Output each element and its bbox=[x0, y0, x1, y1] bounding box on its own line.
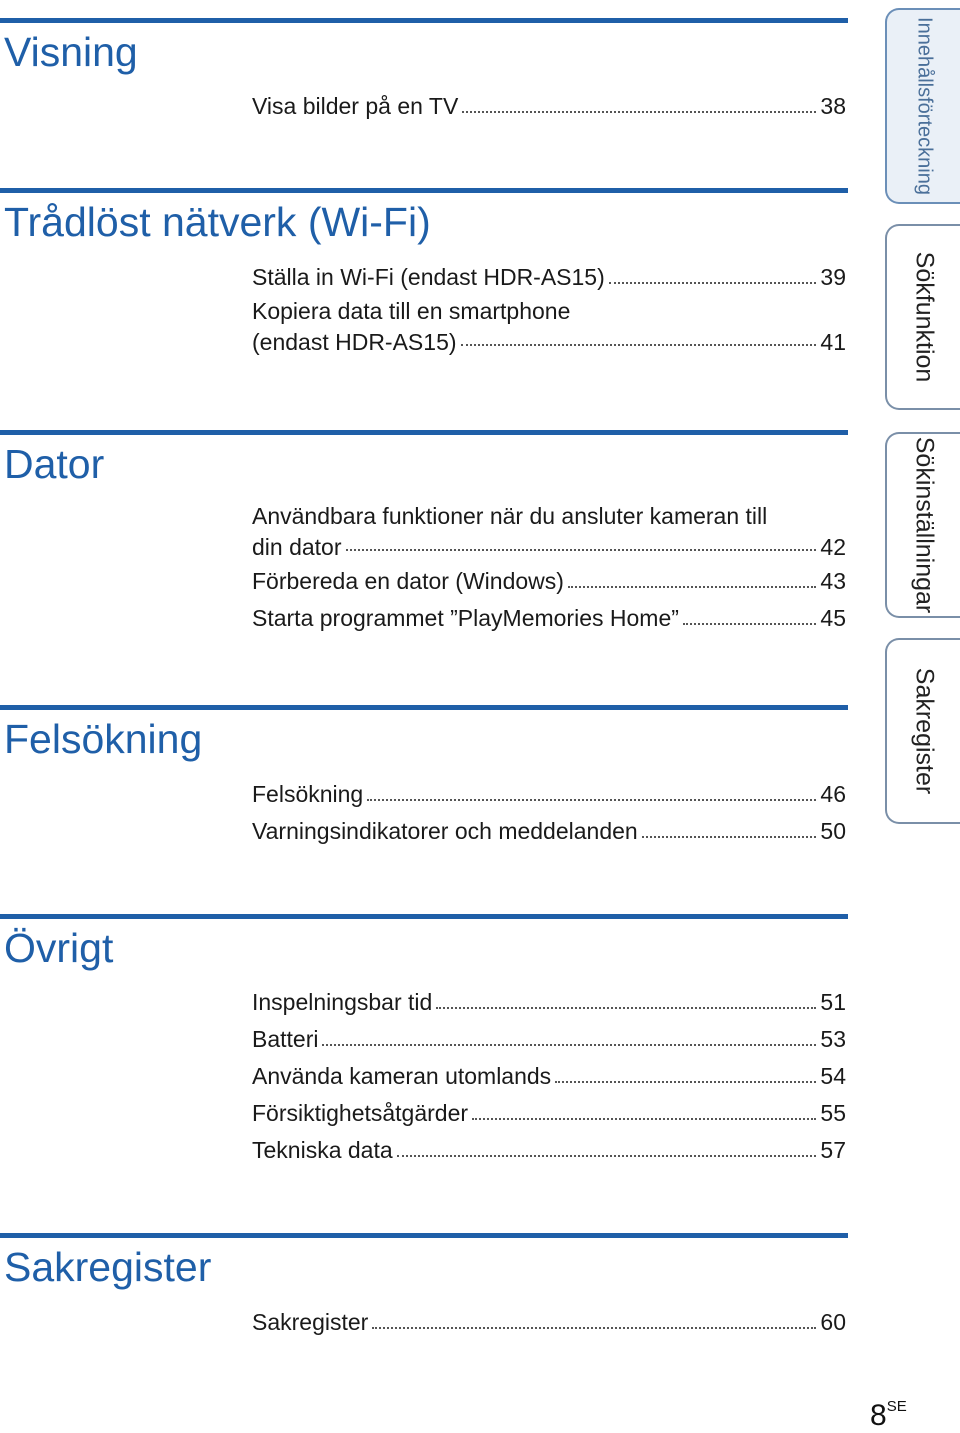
tab-sokinstallningar[interactable]: Sökinställningar bbox=[885, 432, 960, 618]
section-rule bbox=[0, 914, 848, 919]
toc-entry[interactable]: Kopiera data till en smartphone (endast HDR-AS15) 41 bbox=[252, 298, 846, 355]
toc-entry[interactable]: Tekniska data 57 bbox=[252, 1137, 846, 1163]
toc-entry[interactable]: Varningsindikatorer och meddelanden 50 bbox=[252, 818, 846, 844]
toc-entry[interactable]: Användbara funktioner när du ansluter kameran till din dator 42 bbox=[252, 503, 846, 560]
section-heading: Dator bbox=[4, 441, 105, 487]
section-rule bbox=[0, 188, 848, 193]
toc-entry[interactable]: Använda kameran utomlands 54 bbox=[252, 1063, 846, 1089]
toc-entry[interactable]: Felsökning 46 bbox=[252, 781, 846, 807]
toc-entry[interactable]: Ställa in Wi-Fi (endast HDR-AS15) 39 bbox=[252, 264, 846, 290]
toc-entry[interactable]: Förbereda en dator (Windows) 43 bbox=[252, 568, 846, 594]
section-heading: Trådlöst nätverk (Wi-Fi) bbox=[4, 199, 431, 245]
toc-entry[interactable]: Batteri 53 bbox=[252, 1026, 846, 1052]
toc-entry[interactable]: Visa bilder på en TV 38 bbox=[252, 93, 846, 119]
tab-innehallsforteckning[interactable]: Innehållsförteckning bbox=[885, 8, 960, 204]
section-rule bbox=[0, 1233, 848, 1238]
section-rule bbox=[0, 18, 848, 23]
tab-sakregister[interactable]: Sakregister bbox=[885, 638, 960, 824]
toc-entry[interactable]: Försiktighetsåtgärder 55 bbox=[252, 1100, 846, 1126]
page-number: $8^{SE}$ bbox=[870, 1398, 907, 1432]
toc-entry[interactable]: Sakregister 60 bbox=[252, 1309, 846, 1335]
section-rule bbox=[0, 430, 848, 435]
section-heading: Felsökning bbox=[4, 716, 203, 762]
toc-entry[interactable]: Starta programmet ”PlayMemories Home” 45 bbox=[252, 605, 846, 631]
toc-entry[interactable]: Inspelningsbar tid 51 bbox=[252, 989, 846, 1015]
tab-sokfunktion[interactable]: Sökfunktion bbox=[885, 224, 960, 410]
section-rule bbox=[0, 705, 848, 710]
section-heading: Visning bbox=[4, 29, 138, 75]
section-heading: Övrigt bbox=[4, 925, 114, 971]
section-heading: Sakregister bbox=[4, 1244, 212, 1290]
